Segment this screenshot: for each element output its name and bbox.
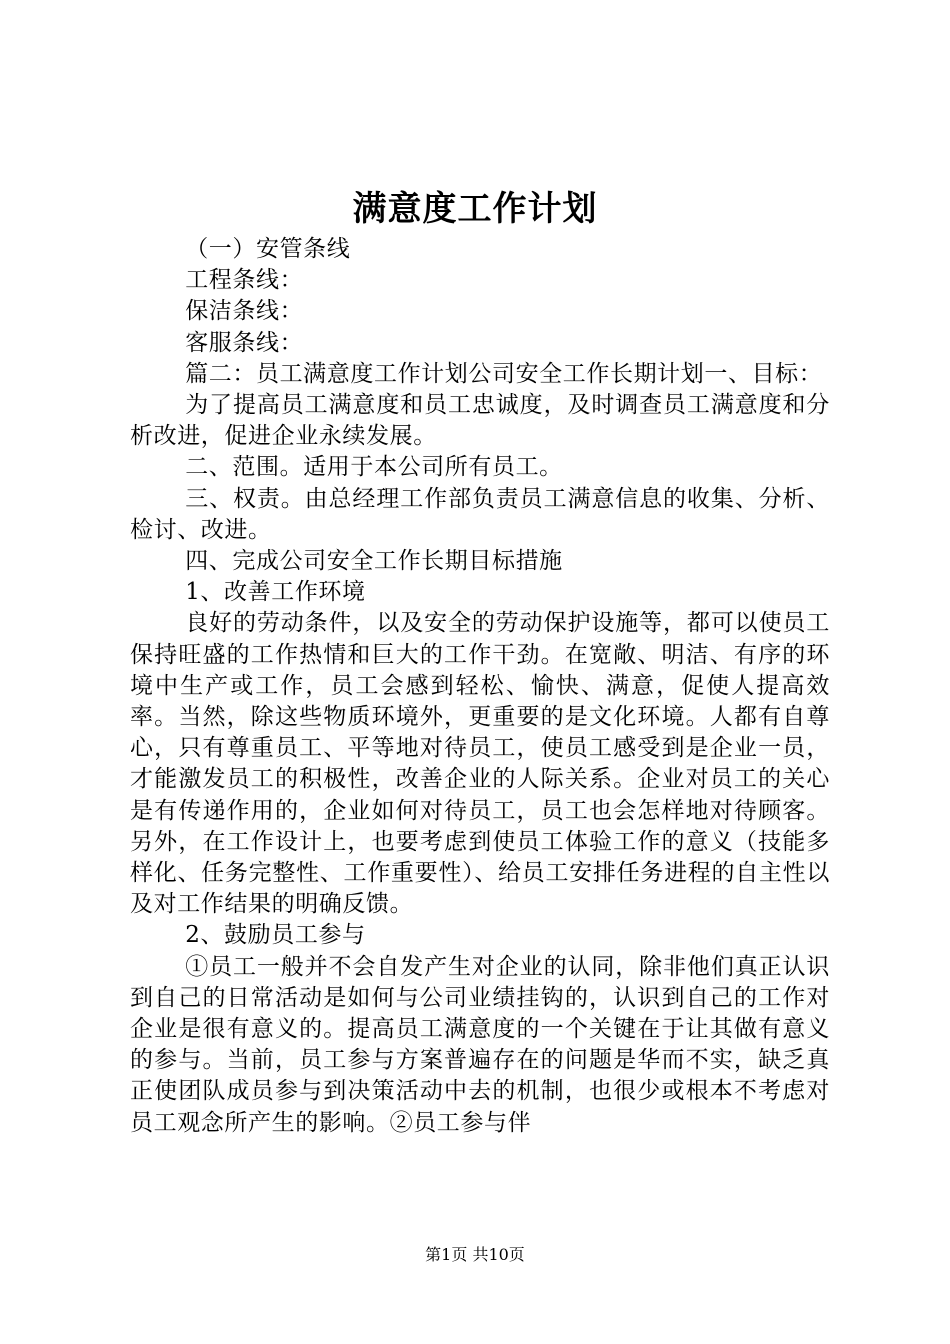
paragraph-part-two-heading: 篇二：员工满意度工作计划公司安全工作长期计划一、目标： (185, 360, 823, 387)
paragraph-measures-heading: 四、完成公司安全工作长期目标措施 (185, 548, 563, 575)
paragraph-section-security: （一）安管条线 (185, 236, 351, 262)
paragraph-encourage-participation: ①员工一般并不会自发产生对企业的认同，除非他们真正认识到自己的日常活动是如何与公司业绩挂钩的，认识到自己的工作对企业是很有意义的。提高员工满意度的一个关键在于让其做有意义的参与。当前，员工参与方案普遍存在的问题是华而不实，缺乏真正使团队成员参与到决策活动中去的机制，也很少或根本不考虑对员工观念所产生的影响。②员工参与伴 (130, 953, 830, 1136)
page-number-footer: 第1页 共10页 (425, 1245, 525, 1264)
paragraph-scope: 二、范围。适用于本公司所有员工。 (185, 454, 563, 481)
paragraph-improve-environment-heading: 1、改善工作环境 (185, 579, 366, 606)
paragraph-goal: 为了提高员工满意度和员工忠诚度，及时调查员工满意度和分析改进，促进企业永续发展。 (130, 392, 830, 450)
paragraph-section-engineering: 工程条线： (185, 267, 304, 294)
paragraph-improve-environment: 良好的劳动条件，以及安全的劳动保护设施等，都可以使员工保持旺盛的工作热情和巨大的工作干劲。在宽敞、明洁、有序的环境中生产或工作，员工会感到轻松、愉快、满意，促使人提高效率。当然，除这些物质环境外，更重要的是文化环境。人都有自尊心，只有尊重员工、平等地对待员工，使员工感受到是企业一员，才能激发员工的积极性，改善企业的人际关系。企业对员工的关心是有传递作用的，企业如何对待员工，员工也会怎样地对待顾客。另外，在工作设计上，也要考虑到使员工体验工作的意义（技能多样化、任务完整性、工作重要性）、给员工安排任务进程的自主性以及对工作结果的明确反馈。 (130, 610, 830, 918)
document-title: 满意度工作计划 (352, 189, 598, 229)
paragraph-encourage-participation-heading: 2、鼓励员工参与 (185, 922, 366, 949)
paragraph-section-cleaning: 保洁条线： (185, 298, 304, 325)
document-body (130, 234, 830, 1139)
paragraph-responsibility: 三、权责。由总经理工作部负责员工满意信息的收集、分析、检讨、改进。 (130, 485, 830, 543)
paragraph-section-service: 客服条线： (185, 329, 304, 356)
